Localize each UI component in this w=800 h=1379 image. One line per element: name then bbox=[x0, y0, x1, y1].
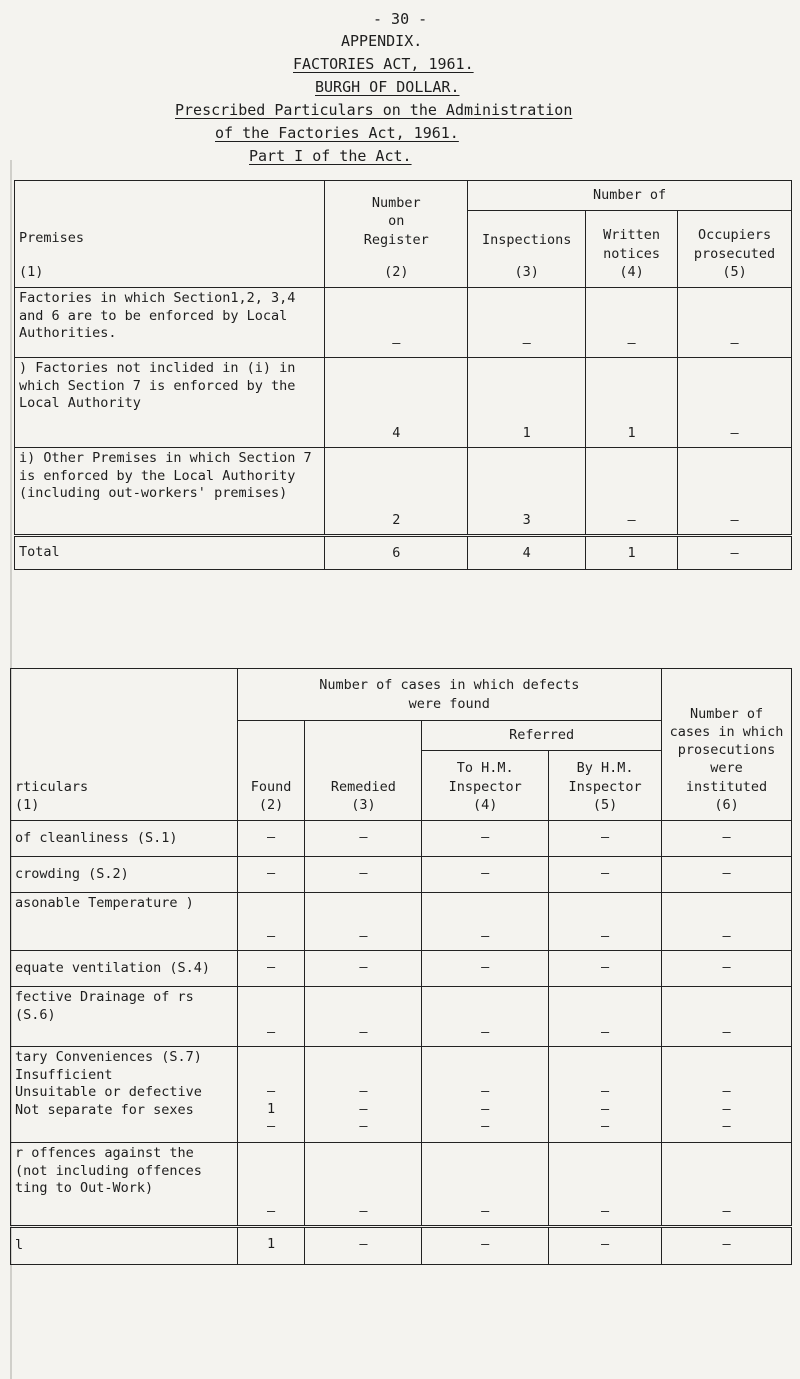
title-line-1: Prescribed Particulars on the Administration bbox=[175, 101, 573, 119]
cell-remedied: – bbox=[305, 893, 422, 951]
prosecutions-header: Number of cases in which prosecutions were instituted (6) bbox=[662, 669, 792, 821]
cell-prosecutions: – bbox=[662, 1143, 792, 1227]
appendix-title: APPENDIX. bbox=[341, 32, 423, 50]
cell-found: – bbox=[237, 893, 305, 951]
remedied-header: Remedied (3) bbox=[305, 721, 422, 821]
row-label: asonable Temperature ) bbox=[11, 893, 238, 951]
cell-found: – bbox=[237, 987, 305, 1047]
particulars-header: rticulars (1) bbox=[11, 669, 238, 821]
cell-to-hmi: – – – bbox=[422, 1047, 549, 1143]
cell-to-hmi: – bbox=[422, 857, 549, 893]
cell-by-hmi: – bbox=[549, 987, 662, 1047]
part-title: Part I of the Act. bbox=[249, 147, 412, 165]
cell-to-hmi: – bbox=[422, 987, 549, 1047]
cell-by-hmi: – bbox=[549, 1143, 662, 1227]
row-label: i) Other Premises in which Section 7 is enforced by the Local Authority (including out-workers' premises) bbox=[15, 448, 325, 536]
inspections-header: Inspections (3) bbox=[468, 211, 586, 288]
cell-remedied: – bbox=[305, 987, 422, 1047]
register-header: Number on Register (2) bbox=[325, 181, 468, 288]
table-row bbox=[11, 951, 792, 987]
cell-prosecutions: – bbox=[662, 821, 792, 857]
cell-register: 4 bbox=[325, 358, 468, 448]
premises-table bbox=[14, 180, 792, 570]
total-label: Total bbox=[15, 536, 325, 570]
total-to-hmi: – bbox=[422, 1227, 549, 1265]
table-row bbox=[11, 987, 792, 1047]
total-register: 6 bbox=[325, 536, 468, 570]
cell-by-hmi: – bbox=[549, 857, 662, 893]
row-label: crowding (S.2) bbox=[11, 857, 238, 893]
cell-remedied: – – – bbox=[305, 1047, 422, 1143]
row-label: ) Factories not inclided in (i) in which Section 7 is enforced by the Local Authority bbox=[15, 358, 325, 448]
cell-to-hmi: – bbox=[422, 951, 549, 987]
total-inspections: 4 bbox=[468, 536, 586, 570]
table-row bbox=[15, 448, 792, 536]
cell-prosecutions: – bbox=[662, 893, 792, 951]
cell-found: – bbox=[237, 1143, 305, 1227]
prosecuted-header: Occupiers prosecuted (5) bbox=[678, 211, 792, 288]
cell-to-hmi: – bbox=[422, 893, 549, 951]
row-label: fective Drainage of rs (S.6) bbox=[11, 987, 238, 1047]
cell-prosecuted: – bbox=[678, 448, 792, 536]
table-row bbox=[11, 1143, 792, 1227]
cell-remedied: – bbox=[305, 951, 422, 987]
total-row bbox=[15, 536, 792, 570]
table-row bbox=[15, 358, 792, 448]
notices-header: Written notices (4) bbox=[586, 211, 678, 288]
table-row bbox=[15, 288, 792, 358]
cell-by-hmi: – bbox=[549, 951, 662, 987]
burgh-title: BURGH OF DOLLAR. bbox=[315, 78, 460, 96]
cell-to-hmi: – bbox=[422, 1143, 549, 1227]
cell-notices: – bbox=[586, 448, 678, 536]
cell-inspections: 3 bbox=[468, 448, 586, 536]
sanitary-row bbox=[11, 1047, 792, 1143]
found-header: Found (2) bbox=[237, 721, 305, 821]
cell-prosecutions: – bbox=[662, 987, 792, 1047]
total-label: l bbox=[11, 1227, 238, 1265]
cell-found: – bbox=[237, 821, 305, 857]
table-row bbox=[11, 821, 792, 857]
table-row bbox=[11, 857, 792, 893]
cell-prosecutions: – bbox=[662, 857, 792, 893]
cell-to-hmi: – bbox=[422, 821, 549, 857]
cell-notices: 1 bbox=[586, 358, 678, 448]
referred-header: Referred bbox=[422, 721, 662, 751]
cell-register: 2 bbox=[325, 448, 468, 536]
cell-prosecuted: – bbox=[678, 358, 792, 448]
cell-by-hmi: – bbox=[549, 821, 662, 857]
total-prosecuted: – bbox=[678, 536, 792, 570]
act-title: FACTORIES ACT, 1961. bbox=[293, 55, 474, 73]
cell-prosecutions: – bbox=[662, 951, 792, 987]
number-of-header: Number of bbox=[468, 181, 792, 211]
cell-inspections: – bbox=[468, 288, 586, 358]
premises-header: Premises (1) bbox=[15, 181, 325, 288]
cell-inspections: 1 bbox=[468, 358, 586, 448]
cell-by-hmi: – bbox=[549, 893, 662, 951]
page-number: - 30 - bbox=[373, 10, 428, 28]
cell-found: – 1 – bbox=[237, 1047, 305, 1143]
row-label: of cleanliness (S.1) bbox=[11, 821, 238, 857]
total-by-hmi: – bbox=[549, 1227, 662, 1265]
cell-prosecutions: – – – bbox=[662, 1047, 792, 1143]
row-label: equate ventilation (S.4) bbox=[11, 951, 238, 987]
row-label: Factories in which Section1,2, 3,4 and 6 are to be enforced by Local Authorities. bbox=[15, 288, 325, 358]
defects-table bbox=[10, 668, 792, 1265]
total-found: 1 bbox=[237, 1227, 305, 1265]
total-row bbox=[11, 1227, 792, 1265]
to-hmi-header: To H.M. Inspector (4) bbox=[422, 751, 549, 821]
cell-remedied: – bbox=[305, 821, 422, 857]
cell-register: – bbox=[325, 288, 468, 358]
by-hmi-header: By H.M. Inspector (5) bbox=[549, 751, 662, 821]
cell-remedied: – bbox=[305, 1143, 422, 1227]
cell-prosecuted: – bbox=[678, 288, 792, 358]
total-prosecutions: – bbox=[662, 1227, 792, 1265]
cell-by-hmi: – – – bbox=[549, 1047, 662, 1143]
total-notices: 1 bbox=[586, 536, 678, 570]
row-label: r offences against the (not including offences ting to Out-Work) bbox=[11, 1143, 238, 1227]
defects-header: Number of cases in which defects were found bbox=[237, 669, 661, 721]
title-line-2: of the Factories Act, 1961. bbox=[215, 124, 459, 142]
cell-found: – bbox=[237, 857, 305, 893]
cell-notices: – bbox=[586, 288, 678, 358]
total-remedied: – bbox=[305, 1227, 422, 1265]
cell-remedied: – bbox=[305, 857, 422, 893]
table-row bbox=[11, 893, 792, 951]
sanitary-label: tary Conveniences (S.7) Insufficient Unsuitable or defective Not separate for sexes bbox=[11, 1047, 238, 1143]
cell-found: – bbox=[237, 951, 305, 987]
